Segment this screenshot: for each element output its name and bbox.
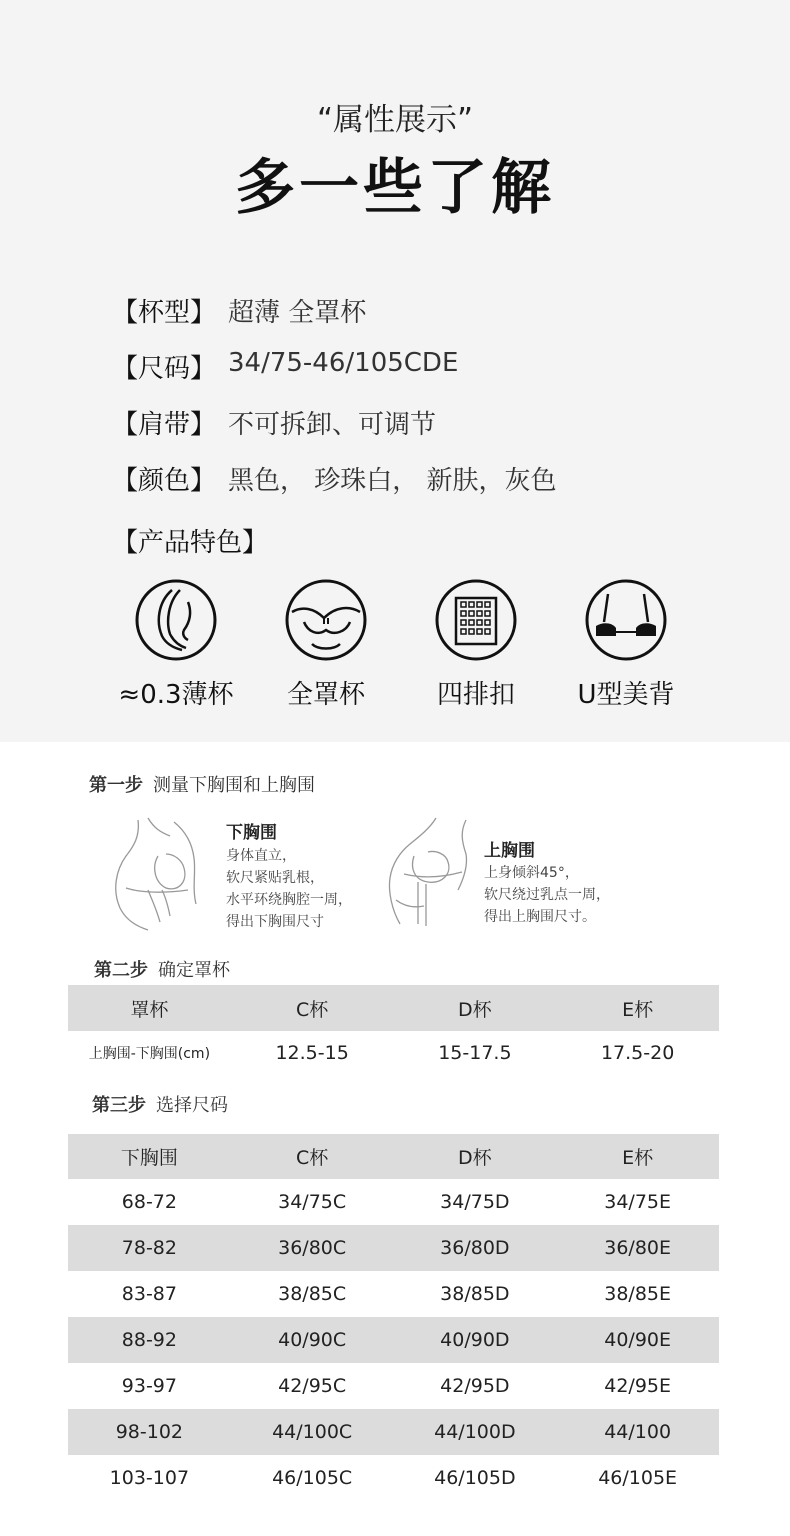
table-header-cell: C杯 [231, 1134, 394, 1179]
upper-bust-line: 得出上胸围尺寸。 [484, 909, 596, 925]
table-cell: 38/85E [604, 1283, 671, 1305]
table-cell: 40/90E [556, 1317, 719, 1363]
table-header-cell: 下胸围 [68, 1134, 231, 1179]
table-cell: 34/75C [278, 1191, 347, 1213]
upper-bust-figure [374, 814, 478, 934]
table-cell: 17.5-20 [600, 1042, 675, 1064]
under-bust-heading: 下胸围 [226, 823, 277, 843]
step-text: 选择尺码 [156, 1095, 228, 1116]
table-cell: 46/105D [434, 1467, 516, 1489]
table-cell: 103-107 [109, 1467, 190, 1489]
table-header-row [68, 985, 719, 1031]
table-header-row [68, 1134, 719, 1179]
under-bust-figure [108, 812, 218, 934]
table-row [68, 1179, 719, 1225]
feature-label: U型美背 [577, 680, 675, 710]
table-row [68, 1031, 719, 1075]
upper-bust-line: 软尺绕过乳点一周， [484, 887, 610, 903]
attr-label: 【尺码】 [112, 354, 217, 384]
table-cell: 34/75E [604, 1191, 671, 1213]
attr-label: 【肩带】 [112, 410, 217, 440]
table-cell: 上胸围-下胸围(cm) [88, 1046, 211, 1062]
table-cell: 42/95C [278, 1375, 347, 1397]
table-cell: 36/80C [231, 1225, 394, 1271]
table-cell: 83-87 [121, 1283, 177, 1305]
table-row [68, 1455, 719, 1501]
upper-bust-line: 上身倾斜45°， [484, 865, 579, 881]
attr-strap [112, 404, 437, 441]
table-cell: 44/100C [231, 1409, 394, 1455]
step-number: 第三步 [92, 1095, 146, 1116]
table-cell: 88-92 [68, 1317, 231, 1363]
step-text: 确定罩杯 [158, 960, 230, 981]
table-cell: 42/95E [604, 1375, 671, 1397]
table-cell: 34/75D [440, 1191, 510, 1213]
step1-heading [89, 771, 315, 797]
attr-value: 不可拆卸、可调节 [228, 410, 437, 440]
table-cell: 44/100 [556, 1409, 719, 1455]
table-cell: 38/85C [278, 1283, 347, 1305]
attr-value: 34/75-46/105CDE [228, 348, 459, 378]
under-bust-line: 水平环绕胸腔一周， [226, 892, 352, 908]
table-cell: 12.5-15 [275, 1042, 349, 1064]
table-cell: 36/80E [556, 1225, 719, 1271]
table-cell: 44/100D [394, 1409, 557, 1455]
table-row [68, 1363, 719, 1409]
feature-four-row-hook [401, 578, 551, 708]
attr-label: 【颜色】 [112, 466, 217, 496]
u-back-icon [584, 578, 668, 662]
attr-value: 超薄 全罩杯 [228, 298, 367, 328]
upper-bust-heading: 上胸围 [484, 841, 535, 861]
attr-size [112, 348, 459, 385]
attribute-panel [0, 0, 790, 742]
table-header-cell: E杯 [556, 1134, 719, 1179]
table-header-cell: E杯 [556, 985, 719, 1031]
feature-label: 四排扣 [436, 680, 515, 710]
table-cell: 93-97 [121, 1375, 177, 1397]
attr-color [112, 460, 557, 497]
cup-table [68, 985, 719, 1075]
table-cell: 15-17.5 [438, 1042, 512, 1064]
step-text: 测量下胸围和上胸围 [153, 775, 315, 796]
table-row [68, 1225, 719, 1271]
four-row-hook-icon [434, 578, 518, 662]
attr-cup-type [112, 292, 367, 329]
under-bust-line: 得出下胸围尺寸 [226, 914, 324, 930]
feature-full-cup [251, 578, 401, 708]
thin-cup-icon [134, 578, 218, 662]
full-cup-icon [284, 578, 368, 662]
table-header-cell: D杯 [394, 985, 557, 1031]
table-header-cell: D杯 [394, 1134, 557, 1179]
section-title: 多一些了解 [235, 153, 555, 223]
features-title: 【产品特色】 [112, 528, 269, 558]
step2-heading [94, 956, 230, 982]
under-bust-line: 软尺紧贴乳根， [226, 870, 324, 886]
table-cell: 46/105C [272, 1467, 353, 1489]
feature-label: 全罩杯 [286, 680, 365, 710]
table-cell: 40/90C [231, 1317, 394, 1363]
feature-thin-cup [101, 578, 251, 708]
table-cell: 36/80D [394, 1225, 557, 1271]
attr-label: 【杯型】 [112, 298, 217, 328]
table-header-cell: C杯 [231, 985, 394, 1031]
table-cell: 42/95D [440, 1375, 510, 1397]
table-cell: 98-102 [68, 1409, 231, 1455]
step3-heading [92, 1091, 228, 1117]
section-subtitle: “属性展示” [316, 102, 474, 138]
table-header-cell: 罩杯 [68, 985, 231, 1031]
feature-u-back [551, 578, 701, 708]
step-number: 第二步 [94, 960, 148, 981]
step-number: 第一步 [89, 775, 143, 796]
table-row [68, 1409, 719, 1455]
table-cell: 46/105E [598, 1467, 678, 1489]
under-bust-line: 身体直立， [226, 848, 296, 864]
table-row [68, 1271, 719, 1317]
table-row [68, 1317, 719, 1363]
attr-value: 黑色， 珍珠白， 新肤，灰色 [228, 466, 557, 496]
table-cell: 78-82 [68, 1225, 231, 1271]
size-table [68, 1134, 719, 1501]
table-cell: 68-72 [121, 1191, 177, 1213]
table-cell: 40/90D [394, 1317, 557, 1363]
table-cell: 38/85D [440, 1283, 510, 1305]
feature-label: ≈0.3薄杯 [118, 680, 234, 710]
